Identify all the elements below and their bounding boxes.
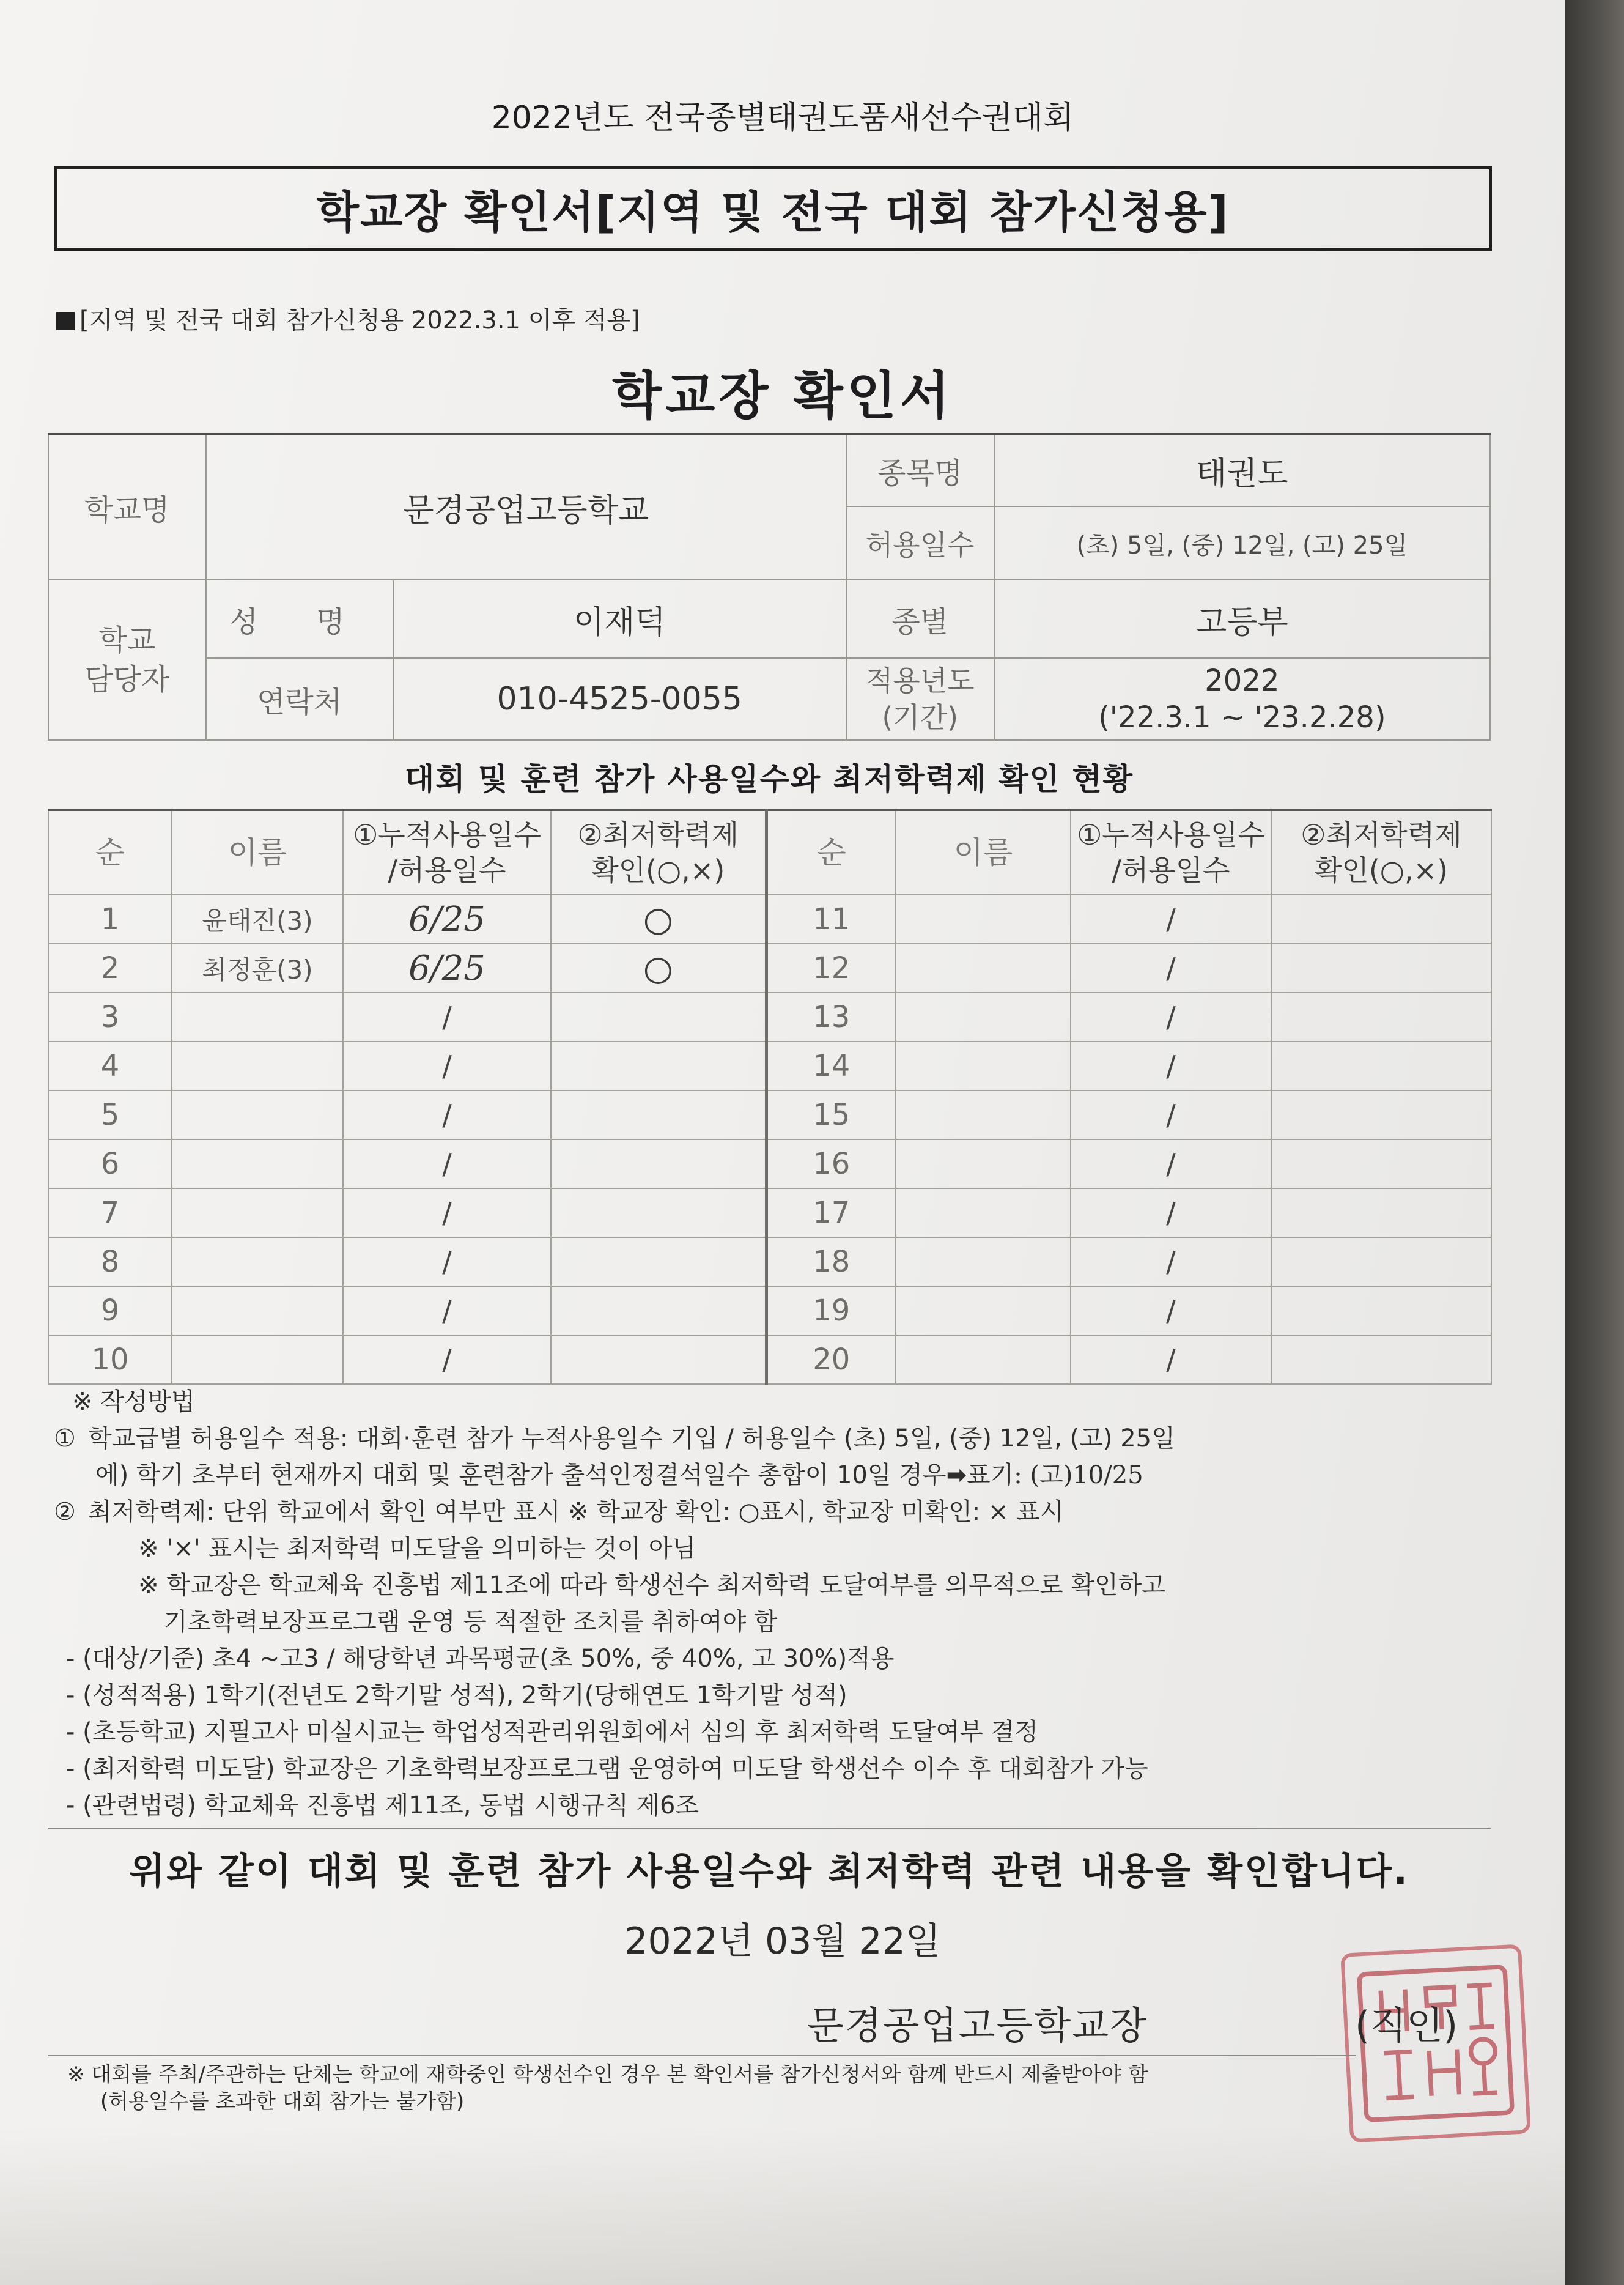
row-number: 19 bbox=[766, 1286, 896, 1335]
col-days-2: ①누적사용일수 /허용일수 bbox=[1071, 810, 1271, 895]
student-name bbox=[172, 1139, 343, 1188]
academic-check bbox=[551, 993, 766, 1042]
student-name bbox=[896, 1286, 1071, 1335]
academic-check bbox=[551, 1188, 766, 1237]
academic-check bbox=[1271, 944, 1491, 993]
academic-check bbox=[551, 1237, 766, 1286]
row-number: 4 bbox=[48, 1042, 172, 1091]
academic-check bbox=[1271, 1042, 1491, 1091]
student-name bbox=[896, 944, 1071, 993]
student-name bbox=[896, 1335, 1071, 1384]
principal-title: 문경공업고등학교장 bbox=[807, 2003, 1148, 2048]
row-number: 6 bbox=[48, 1139, 172, 1188]
square-bullet-icon bbox=[56, 312, 75, 330]
student-name bbox=[172, 1335, 343, 1384]
row-number: 2 bbox=[48, 944, 172, 993]
student-name bbox=[896, 993, 1071, 1042]
academic-check bbox=[1271, 1091, 1491, 1139]
row-number: 9 bbox=[48, 1286, 172, 1335]
academic-check bbox=[551, 1335, 766, 1384]
col-seq-2: 순 bbox=[766, 810, 896, 895]
col-name-2: 이름 bbox=[896, 810, 1071, 895]
criteria-item: - (초등학교) 지필고사 미실시교는 학업성적관리위원회에서 심의 후 최저학력 도달여부 결정 bbox=[66, 1718, 1038, 1746]
seal-label: (직인) bbox=[1355, 2003, 1458, 2048]
shadow bbox=[0, 2126, 1565, 2285]
criteria-item: - (대상/기준) 초4 ~고3 / 해당학년 과목평균(초 50%, 중 40%, 고 30%)적용 bbox=[66, 1645, 895, 1673]
allowed-days-value: (초) 5일, (중) 12일, (고) 25일 bbox=[994, 506, 1490, 580]
days-used: / bbox=[1071, 993, 1271, 1042]
division-label: 종별 bbox=[846, 580, 994, 658]
main-title: 학교장 확인서 bbox=[611, 366, 954, 426]
roster-row bbox=[48, 1237, 1491, 1286]
days-used: / bbox=[343, 1188, 551, 1237]
student-name bbox=[172, 1188, 343, 1237]
school-name-value: 문경공업고등학교 bbox=[206, 434, 846, 580]
col-days: ①누적사용일수 /허용일수 bbox=[343, 810, 551, 895]
days-used: / bbox=[343, 1335, 551, 1384]
row-number: 12 bbox=[766, 944, 896, 993]
student-name: 윤태진(3) bbox=[172, 895, 343, 944]
roster-row bbox=[48, 944, 1491, 993]
footer-line-2: (허용일수를 초과한 대회 참가는 불가함) bbox=[100, 2089, 465, 2114]
note-1-text: 학교급별 허용일수 적용: 대회·훈련 참가 누적사용일수 기입 / 허용일수 (초) 5일, (중) 12일, (고) 25일 bbox=[88, 1424, 1175, 1453]
col-name: 이름 bbox=[172, 810, 343, 895]
issue-date: 2022년 03월 22일 bbox=[624, 1920, 941, 1963]
days-used: / bbox=[1071, 1091, 1271, 1139]
contact-label: 연락처 bbox=[206, 658, 393, 740]
note-1-example-text: 에) 학기 초부터 현재까지 대회 및 훈련참가 출석인정결석일수 총합이 10일 경우 bbox=[95, 1461, 947, 1489]
days-used: / bbox=[1071, 1335, 1271, 1384]
form-title: 학교장 확인서[지역 및 전국 대회 참가신청용] bbox=[316, 187, 1230, 238]
criteria-item: - (최저학력 미도달) 학교장은 기초학력보장프로그램 운영하여 미도달 학생선수 이수 후 대회참가 가능 bbox=[66, 1755, 1148, 1783]
divider bbox=[48, 1828, 1491, 1829]
roster-table bbox=[48, 809, 1492, 1385]
allowed-days-label: 허용일수 bbox=[846, 506, 994, 580]
days-used: / bbox=[343, 1286, 551, 1335]
student-name bbox=[896, 895, 1071, 944]
row-number: 5 bbox=[48, 1091, 172, 1139]
note-2-text: 최저학력제: 단위 학교에서 확인 여부만 표시 ※ 학교장 확인: ○표시, 학교장 미확인: × 표시 bbox=[88, 1498, 1064, 1526]
roster-row bbox=[48, 1139, 1491, 1188]
student-name bbox=[896, 1042, 1071, 1091]
roster-section-title: 대회 및 훈련 참가 사용일수와 최저학력제 확인 현황 bbox=[404, 761, 1134, 797]
row-number: 8 bbox=[48, 1237, 172, 1286]
footer-note bbox=[67, 2061, 1148, 2115]
row-number: 1 bbox=[48, 895, 172, 944]
staff-name-value: 이재덕 bbox=[393, 580, 846, 658]
note-1-example-tail: 표기: (고)10/25 bbox=[967, 1461, 1143, 1489]
academic-check bbox=[1271, 993, 1491, 1042]
roster-row bbox=[48, 895, 1491, 944]
note-2-remark-3: 기초학력보장프로그램 운영 등 적절한 조치를 취하여야 함 bbox=[164, 1608, 778, 1636]
instructions bbox=[48, 1383, 1503, 1824]
academic-check bbox=[1271, 895, 1491, 944]
academic-check bbox=[1271, 1237, 1491, 1286]
roster-row bbox=[48, 1286, 1491, 1335]
note-2-remark-1: ※ '×' 표시는 최저학력 미도달을 의미하는 것이 아님 bbox=[138, 1535, 696, 1563]
student-name bbox=[172, 1286, 343, 1335]
roster-row bbox=[48, 1188, 1491, 1237]
days-used: / bbox=[1071, 1237, 1271, 1286]
period-value: ('22.3.1 ~ '23.2.28) bbox=[1098, 700, 1386, 735]
roster-row bbox=[48, 993, 1491, 1042]
roster-row bbox=[48, 1335, 1491, 1384]
year-cell bbox=[994, 658, 1490, 740]
academic-check bbox=[1271, 1139, 1491, 1188]
row-number: 20 bbox=[766, 1335, 896, 1384]
academic-check: ○ bbox=[551, 895, 766, 944]
division-value: 고등부 bbox=[994, 580, 1490, 658]
name-label: 성 명 bbox=[206, 580, 393, 658]
days-used: / bbox=[343, 993, 551, 1042]
academic-check bbox=[551, 1042, 766, 1091]
note-1-example bbox=[48, 1457, 1503, 1494]
student-name bbox=[172, 993, 343, 1042]
days-used: / bbox=[343, 1042, 551, 1091]
criteria-item: - (관련법령) 학교체육 진흥법 제11조, 동법 시행규칙 제6조 bbox=[66, 1791, 699, 1820]
row-number: 16 bbox=[766, 1139, 896, 1188]
col-check-2: ②최저학력제 확인(○,×) bbox=[1271, 810, 1491, 895]
roster-row bbox=[48, 1042, 1491, 1091]
academic-check bbox=[551, 1286, 766, 1335]
year-value: 2022 bbox=[1205, 664, 1280, 698]
footer-line-1: ※ 대회를 주최/주관하는 단체는 학교에 재학중인 학생선수인 경우 본 확인서를 참가신청서와 함께 반드시 제출받아야 함 bbox=[67, 2062, 1148, 2087]
academic-check bbox=[551, 1139, 766, 1188]
row-number: 10 bbox=[48, 1335, 172, 1384]
row-number: 17 bbox=[766, 1188, 896, 1237]
school-name-label: 학교명 bbox=[48, 434, 206, 580]
event-label: 종목명 bbox=[846, 434, 994, 506]
days-used: / bbox=[343, 1139, 551, 1188]
row-number: 3 bbox=[48, 993, 172, 1042]
row-number: 18 bbox=[766, 1237, 896, 1286]
note-2-number: ② bbox=[54, 1498, 76, 1526]
confirmation-statement: 위와 같이 대회 및 훈련 참가 사용일수와 최저학력 관련 내용을 확인합니다. bbox=[129, 1850, 1409, 1893]
criteria-item: - (성적적용) 1학기(전년도 2학기말 성적), 2학기(당해연도 1학기말 성적) bbox=[66, 1681, 847, 1709]
contact-value: 010-4525-0055 bbox=[393, 658, 846, 740]
student-name bbox=[896, 1237, 1071, 1286]
staff-label: 학교 담당자 bbox=[48, 580, 206, 740]
student-name bbox=[896, 1091, 1071, 1139]
student-name bbox=[896, 1188, 1071, 1237]
days-used: / bbox=[1071, 1188, 1271, 1237]
days-used: / bbox=[1071, 944, 1271, 993]
col-check: ②최저학력제 확인(○,×) bbox=[551, 810, 766, 895]
applicability-note-text: [지역 및 전국 대회 참가신청용 2022.3.1 이후 적용] bbox=[79, 306, 640, 335]
days-used: / bbox=[1071, 895, 1271, 944]
roster-row bbox=[48, 1091, 1491, 1139]
arrow-right-icon: ➡ bbox=[946, 1461, 967, 1489]
days-used: 6/25 bbox=[343, 944, 551, 993]
academic-check bbox=[1271, 1335, 1491, 1384]
days-used: / bbox=[1071, 1139, 1271, 1188]
student-name bbox=[896, 1139, 1071, 1188]
academic-check: ○ bbox=[551, 944, 766, 993]
footer-divider bbox=[48, 2055, 1356, 2056]
row-number: 11 bbox=[766, 895, 896, 944]
col-seq: 순 bbox=[48, 810, 172, 895]
academic-check bbox=[1271, 1286, 1491, 1335]
instructions-heading: ※ 작성방법 bbox=[72, 1388, 195, 1416]
row-number: 15 bbox=[766, 1091, 896, 1139]
student-name bbox=[172, 1091, 343, 1139]
days-used: / bbox=[1071, 1286, 1271, 1335]
note-1-number: ① bbox=[54, 1424, 76, 1453]
event-title: 2022년도 전국종별태권도품새선수권대회 bbox=[491, 100, 1074, 136]
student-name bbox=[172, 1237, 343, 1286]
year-label: 적용년도 (기간) bbox=[846, 658, 994, 740]
academic-check bbox=[1271, 1188, 1491, 1237]
student-name: 최정훈(3) bbox=[172, 944, 343, 993]
row-number: 13 bbox=[766, 993, 896, 1042]
days-used: / bbox=[343, 1091, 551, 1139]
row-number: 7 bbox=[48, 1188, 172, 1237]
days-used: 6/25 bbox=[343, 895, 551, 944]
event-value: 태권도 bbox=[994, 434, 1490, 506]
academic-check bbox=[551, 1091, 766, 1139]
note-2-remark-2: ※ 학교장은 학교체육 진흥법 제11조에 따라 학생선수 최저학력 도달여부를 의무적으로 확인하고 bbox=[138, 1571, 1165, 1599]
form-title-box bbox=[54, 166, 1492, 251]
background-edge bbox=[1565, 0, 1624, 2285]
applicability-note bbox=[56, 301, 640, 336]
days-used: / bbox=[1071, 1042, 1271, 1091]
student-name bbox=[172, 1042, 343, 1091]
days-used: / bbox=[343, 1237, 551, 1286]
row-number: 14 bbox=[766, 1042, 896, 1091]
info-table bbox=[48, 433, 1491, 741]
